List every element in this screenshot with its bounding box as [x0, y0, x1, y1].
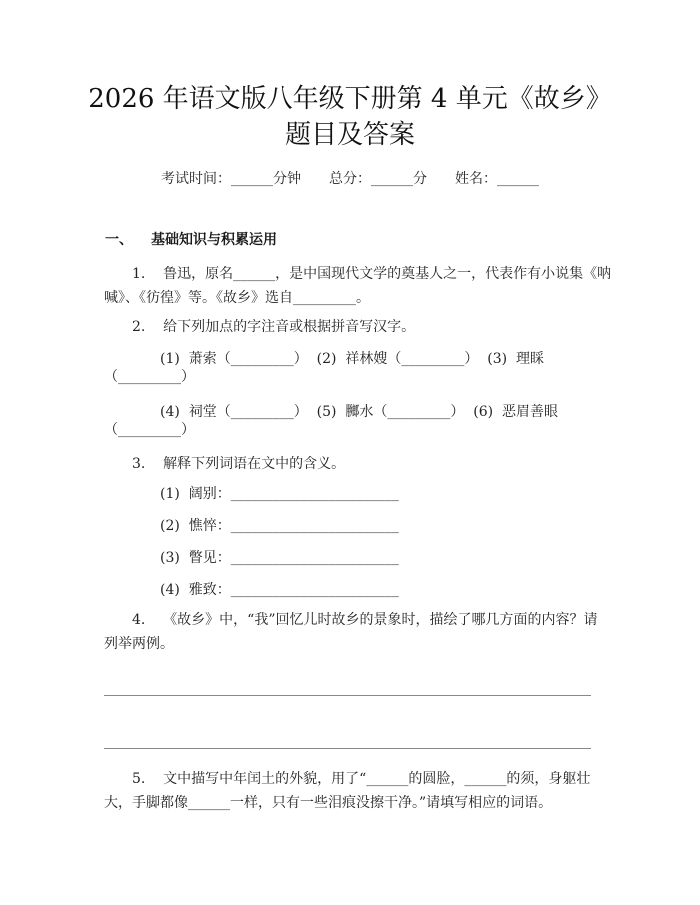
q2-row-1-wrap: （_________） — [104, 369, 195, 385]
section-heading — [105, 229, 277, 249]
title-line-2: 题目及答案 — [284, 120, 415, 150]
exam-meta — [0, 168, 700, 188]
answer-line-2 — [104, 748, 591, 749]
q5-line-1: 5. 文中描写中年闰土的外貌，用了“______的圆脸，______的须，身躯壮 — [132, 771, 591, 787]
exam-time: 考试时间：______分钟 — [161, 171, 301, 187]
student-name: 姓名：______ — [455, 171, 539, 187]
q2-row-1: (1) 萧索（_________） (2) 祥林嫂（_________） (3) 理睬 — [160, 351, 544, 367]
q2-stem: 2. 给下列加点的字注音或根据拼音写汉字。 — [132, 319, 416, 335]
q4-line-1: 4. 《故乡》中，“我”回忆儿时故乡的景象时，描绘了哪几方面的内容？请 — [132, 612, 598, 628]
q2-row-2: (4) 祠堂（_________） (5) 膷水（_________） (6) 恶眉善眼 — [160, 404, 558, 420]
section-number: 一、 — [105, 232, 133, 248]
title-line-1: 2026 年语文版八年级下册第 4 单元《故乡》 — [88, 84, 612, 114]
q3-item-4: (4) 雅致：________________________ — [160, 582, 399, 598]
q1-line-2: 喊》、《彷徨》等。《故乡》选自_________。 — [104, 290, 370, 306]
q4-line-2: 列举两例。 — [104, 636, 174, 652]
q3-item-3: (3) 瞥见：________________________ — [160, 550, 399, 566]
q3-stem: 3. 解释下列词语在文中的含义。 — [132, 456, 346, 472]
q3-item-1: (1) 阔别：________________________ — [160, 486, 399, 502]
q5-line-2: 大，手脚都像______一样，只有一些泪痕没擦干净。”请填写相应的词语。 — [104, 795, 553, 811]
q2-row-2-wrap: （_________） — [104, 422, 195, 438]
total-score: 总分：______分 — [329, 171, 427, 187]
answer-line-1 — [104, 695, 591, 696]
section-label: 基础知识与积累运用 — [151, 232, 277, 248]
q3-item-2: (2) 憔悴：________________________ — [160, 518, 399, 534]
q1-line-1: 1. 鲁迅，原名______，是中国现代文学的奠基人之一，代表作有小说集《呐 — [132, 266, 612, 282]
